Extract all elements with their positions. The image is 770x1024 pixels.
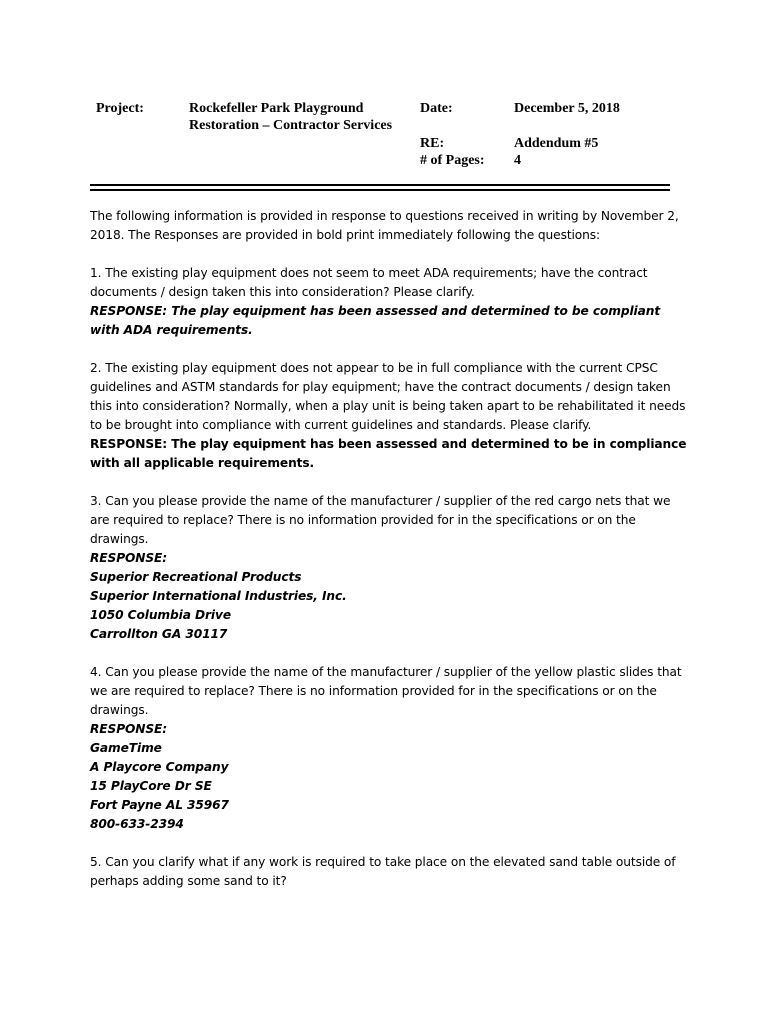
date-label: Date: — [420, 101, 453, 116]
project-label: Project: — [96, 101, 144, 116]
response-line: A Playcore Company — [90, 760, 229, 774]
project-value-line2: Restoration – Contractor Services — [189, 118, 393, 133]
response-label: RESPONSE: — [90, 722, 168, 736]
header-rule-bottom — [90, 189, 670, 191]
question-2 — [90, 359, 690, 473]
response-text: RESPONSE: The play equipment has been assessed and determined to be compliant with ADA requirements. — [90, 304, 661, 337]
response-text: RESPONSE: The play equipment has been assessed and determined to be in compliance with all applicable requirements. — [90, 437, 687, 470]
question-text: 2. The existing play equipment does not appear to be in full compliance with the current CPSC guidelines and ASTM standards for play equipment; have the contract documents / design taken this into consideration? Normally, when a play unit is being taken apart to be rehabilitated it needs to be brought into compliance with current guidelines and standards. Please clarify. — [90, 361, 686, 432]
question-text: 3. Can you please provide the name of the manufacturer / supplier of the red cargo nets that we are required to replace? There is no information provided for in the specifications or on the drawings. — [90, 494, 671, 546]
document-body — [90, 207, 690, 910]
response-line: 1050 Columbia Drive — [90, 608, 232, 622]
re-value: Addendum #5 — [514, 136, 599, 151]
question-1 — [90, 264, 690, 340]
question-5 — [90, 853, 690, 891]
question-4 — [90, 663, 690, 834]
response-line: Superior International Industries, Inc. — [90, 589, 347, 603]
response-line: Superior Recreational Products — [90, 570, 302, 584]
response-line: 15 PlayCore Dr SE — [90, 779, 212, 793]
response-line: 800-633-2394 — [90, 817, 184, 831]
header-rule-top — [90, 184, 670, 186]
response-label: RESPONSE: — [90, 551, 168, 565]
question-text: 5. Can you clarify what if any work is required to take place on the elevated sand table outside of perhaps adding some sand to it? — [90, 855, 676, 888]
re-label: RE: — [420, 136, 445, 151]
response-line: Fort Payne AL 35967 — [90, 798, 229, 812]
question-text: 1. The existing play equipment does not seem to meet ADA requirements; have the contract documents / design taken this into consideration? Please clarify. — [90, 266, 648, 299]
question-3 — [90, 492, 690, 644]
response-line: GameTime — [90, 741, 162, 755]
intro-paragraph: The following information is provided in response to questions received in writing by November 2, 2018. The Responses are provided in bold print immediately following the questions: — [90, 209, 679, 242]
pages-label: # of Pages: — [420, 153, 485, 168]
date-value: December 5, 2018 — [514, 101, 620, 116]
question-text: 4. Can you please provide the name of the manufacturer / supplier of the yellow plastic slides that we are required to replace? There is no information provided for in the specifications or on the drawings. — [90, 665, 682, 717]
project-value-line1: Rockefeller Park Playground — [189, 101, 364, 116]
pages-value: 4 — [514, 153, 521, 168]
response-line: Carrollton GA 30117 — [90, 627, 228, 641]
